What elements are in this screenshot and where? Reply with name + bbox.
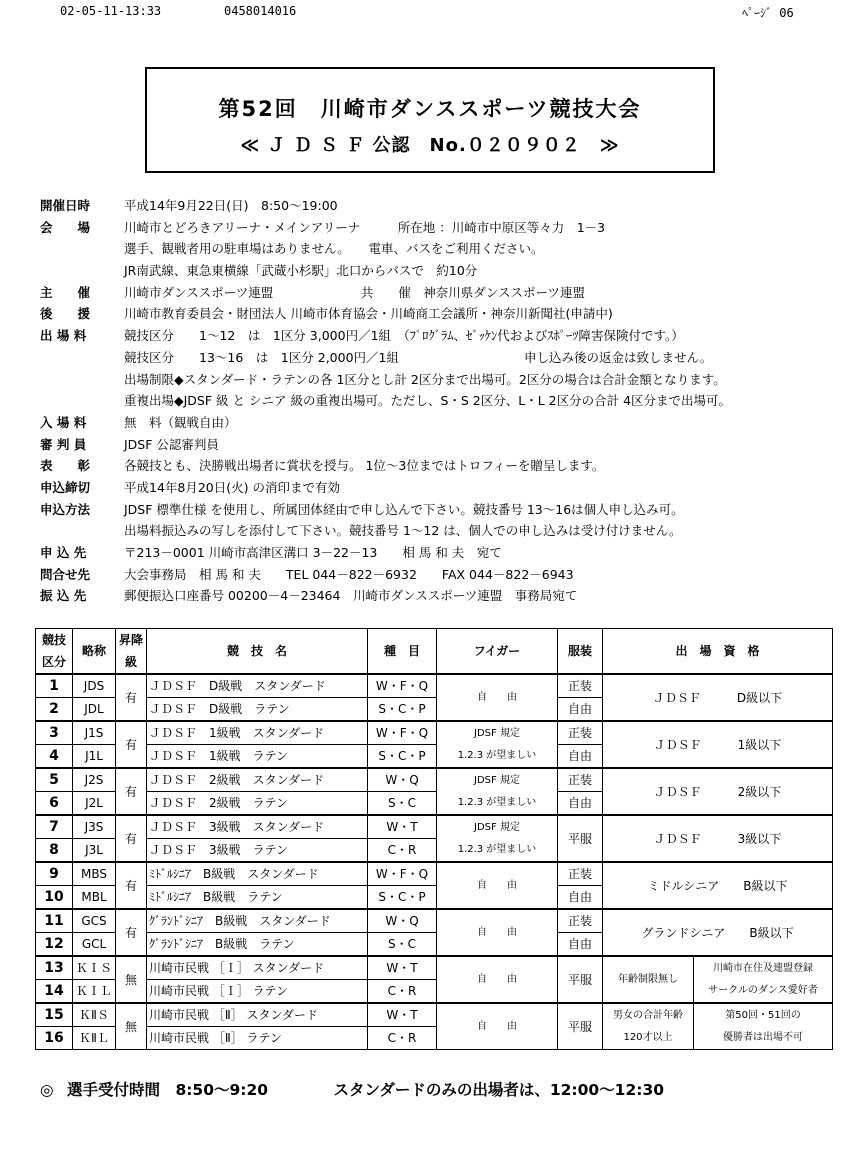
info-label: 主 催: [40, 284, 91, 300]
event-abbr: J2S: [73, 768, 116, 792]
event-name: ＪＤＳＦ 1級戦 ラテン: [147, 745, 368, 769]
table-row: [36, 768, 833, 792]
info-value: 無 料（観戦自由）: [124, 414, 237, 430]
dance-events: C・R: [368, 839, 437, 863]
event-number: 13: [36, 956, 73, 980]
qualification: ＪＤＳＦ D級以下: [603, 674, 833, 721]
info-row: [40, 390, 840, 412]
info-row: [40, 347, 840, 369]
col-header: 略称: [73, 629, 116, 675]
event-name: ＪＤＳＦ 3級戦 スタンダード: [147, 815, 368, 839]
table-row: [36, 909, 833, 933]
event-number: 3: [36, 721, 73, 745]
promotion-flag: 無: [116, 1003, 147, 1050]
info-label: 表 彰: [40, 458, 91, 474]
info-label: 開催日時: [40, 198, 91, 213]
event-name: 川崎市民戦 ［Ｉ］ スタンダード: [147, 956, 368, 980]
dance-events: S・C・P: [368, 698, 437, 722]
qualification: ＪＤＳＦ 1級以下: [603, 721, 833, 768]
info-value: JDSF 公認審判員: [124, 436, 219, 452]
dance-events: S・C: [368, 933, 437, 957]
event-number: 9: [36, 862, 73, 886]
dance-events: S・C・P: [368, 886, 437, 910]
dance-events: W・Q: [368, 909, 437, 933]
footer: [40, 1078, 664, 1100]
info-value: 選手、観戦者用の駐車場はありません。 電車、バスをご利用ください。: [124, 241, 544, 257]
event-abbr: MBL: [73, 886, 116, 910]
attire: 正装: [558, 768, 603, 792]
qualification: ミドルシニア B級以下: [603, 862, 833, 909]
figure-rule: JDSF 規定 1.2.3 が望ましい: [437, 721, 558, 768]
event-abbr: ＫⅡＳ: [73, 1003, 116, 1027]
info-label: 問合せ先: [40, 566, 91, 582]
figure-rule: JDSF 規定 1.2.3 が望ましい: [437, 768, 558, 815]
qualification-note: 第50回・51回の 優勝者は出場不可: [694, 1003, 833, 1050]
info-value: 〒213－0001 川崎市高津区溝口 3－22－13 相 馬 和 夫 宛て: [124, 545, 502, 560]
dance-events: W・T: [368, 1003, 437, 1027]
info-value: JR南武線、東急東横線「武蔵小杉駅」北口からバスで 約10分: [124, 263, 478, 279]
reception-time: 選手受付時間 8:50～9:20: [66, 1081, 269, 1099]
page-title: 第52回 川崎市ダンススポーツ競技大会: [218, 97, 642, 121]
table-row: [36, 721, 833, 745]
col-header: 競技区分: [36, 629, 73, 675]
info-value: 競技区分 1～12 は 1区分 3,000円／1組 （ﾌﾟﾛｸﾞﾗﾑ、ｾﾞｯｹﾝ代およびｽﾎﾟｰﾂ障害保険付です。）: [124, 328, 684, 344]
event-abbr: GCL: [73, 933, 116, 957]
figure-rule: JDSF 規定 1.2.3 が望ましい: [437, 815, 558, 862]
fax-number: 0458014016: [224, 4, 297, 18]
event-number: 4: [36, 745, 73, 769]
table-row: [36, 956, 833, 980]
event-number: 2: [36, 698, 73, 722]
table-row: [36, 674, 833, 698]
dance-events: C・R: [368, 980, 437, 1004]
title-box: [145, 67, 715, 173]
info-row: [40, 477, 840, 499]
event-abbr: ＫⅡＬ: [73, 1027, 116, 1050]
table-row: [36, 862, 833, 886]
attire: 自由: [558, 745, 603, 769]
qualification: ＪＤＳＦ 3級以下: [603, 815, 833, 862]
promotion-flag: 有: [116, 768, 147, 815]
event-name: ＪＤＳＦ 1級戦 スタンダード: [147, 721, 368, 745]
info-row: [40, 585, 840, 607]
event-abbr: GCS: [73, 909, 116, 933]
event-name: ＪＤＳＦ 3級戦 ラテン: [147, 839, 368, 863]
info-value: 各競技とも、決勝戦出場者に賞状を授与。 1位～3位まではトロフィーを贈呈します。: [124, 458, 605, 474]
qualification-age: 男女の合計年齢 120才以上: [603, 1003, 694, 1050]
info-row: [40, 217, 840, 239]
event-number: 1: [36, 674, 73, 698]
event-abbr: J1S: [73, 721, 116, 745]
page-subtitle: ≪ Ｊ Ｄ Ｓ Ｆ 公認 No.０２０９０２ ≫: [240, 135, 620, 156]
standard-only-note: スタンダードのみの出場者は、12:00～12:30: [333, 1081, 665, 1099]
event-name: 川崎市民戦 ［Ⅱ］ ラテン: [147, 1027, 368, 1050]
attire: 正装: [558, 862, 603, 886]
dance-events: W・T: [368, 815, 437, 839]
event-name: 川崎市民戦 ［Ｉ］ ラテン: [147, 980, 368, 1004]
info-label: 振 込 先: [40, 588, 87, 604]
info-label: 申込方法: [40, 501, 91, 517]
info-value: 出場料振込みの写しを添付して下さい。競技番号 1～12 は、個人での申し込みは受け付けません。: [124, 523, 682, 539]
info-label: 申込締切: [40, 479, 91, 495]
attire: 自由: [558, 698, 603, 722]
info-value: 川崎市とどろきアリーナ・メインアリーナ 所在地 ：川崎市中原区等々力 1－3: [124, 219, 606, 235]
promotion-flag: 有: [116, 909, 147, 956]
info-section: [40, 195, 840, 607]
fax-datetime: 02-05-11-13:33: [60, 4, 162, 18]
attire: 正装: [558, 909, 603, 933]
event-number: 12: [36, 933, 73, 957]
event-abbr: J3S: [73, 815, 116, 839]
info-row: [40, 195, 840, 217]
event-number: 8: [36, 839, 73, 863]
event-number: 16: [36, 1027, 73, 1050]
attire: 平服: [558, 1003, 603, 1050]
info-row: [40, 369, 840, 391]
qualification: ＪＤＳＦ 2級以下: [603, 768, 833, 815]
event-number: 10: [36, 886, 73, 910]
qualification: グランドシニア B級以下: [603, 909, 833, 956]
attire: 自由: [558, 792, 603, 816]
info-label: 審 判 員: [40, 436, 87, 452]
col-header: 昇降級: [116, 629, 147, 675]
info-value: 大会事務局 相 馬 和 夫 TEL 044－822－6932 FAX 044－822－6943: [124, 566, 574, 582]
dance-events: W・T: [368, 956, 437, 980]
event-abbr: ＫＩＬ: [73, 980, 116, 1004]
event-abbr: J2L: [73, 792, 116, 816]
event-abbr: JDS: [73, 674, 116, 698]
competition-table: [35, 628, 833, 1050]
attire: 正装: [558, 674, 603, 698]
info-value: 競技区分 13～16 は 1区分 2,000円／1組 申し込み後の返金は致しません。: [124, 349, 713, 365]
event-name: ﾐﾄﾞﾙｼﾆｱ B級戦 ラテン: [147, 886, 368, 910]
col-header: 出 場 資 格: [603, 629, 833, 675]
figure-rule: 自 由: [437, 1003, 558, 1050]
event-name: ＪＤＳＦ 2級戦 ラテン: [147, 792, 368, 816]
promotion-flag: 有: [116, 862, 147, 909]
fax-page: ﾍﾟｰｼﾞ 06: [742, 6, 794, 20]
figure-rule: 自 由: [437, 862, 558, 909]
event-name: ﾐﾄﾞﾙｼﾆｱ B級戦 スタンダード: [147, 862, 368, 886]
col-header: 服装: [558, 629, 603, 675]
dance-events: S・C: [368, 792, 437, 816]
event-name: ＪＤＳＦ 2級戦 スタンダード: [147, 768, 368, 792]
info-label: 出 場 料: [40, 328, 87, 344]
col-header: 競 技 名: [147, 629, 368, 675]
info-label: 入 場 料: [40, 414, 87, 430]
attire: 正装: [558, 721, 603, 745]
col-header: 種 目: [368, 629, 437, 675]
event-abbr: J3L: [73, 839, 116, 863]
event-abbr: JDL: [73, 698, 116, 722]
dance-events: C・R: [368, 1027, 437, 1050]
attire: 自由: [558, 886, 603, 910]
table-header-row: [36, 629, 833, 675]
info-value: 川崎市教育委員会・財団法人 川崎市体育協会・川崎商工会議所・神奈川新聞社(申請中): [124, 306, 613, 322]
event-name: ｸﾞﾗﾝﾄﾞｼﾆｱ B級戦 ラテン: [147, 933, 368, 957]
info-row: [40, 455, 840, 477]
dance-events: W・F・Q: [368, 721, 437, 745]
info-row: [40, 282, 840, 304]
event-number: 15: [36, 1003, 73, 1027]
info-value: 重複出場◆JDSF 級 と シニア 級の重複出場可。ただし、S・S 2区分、L・L 2区分の合計 4区分まで出場可。: [124, 393, 732, 409]
attire: 平服: [558, 815, 603, 862]
event-name: ＪＤＳＦ D級戦 ラテン: [147, 698, 368, 722]
qualification-note: 川崎市在住及連盟登録 サークルのダンス愛好者: [694, 956, 833, 1003]
attire: 自由: [558, 933, 603, 957]
info-value: 川崎市ダンススポーツ連盟 共 催 神奈川県ダンススポーツ連盟: [124, 284, 586, 300]
info-row: [40, 542, 840, 564]
info-value: 平成14年9月22日(日) 8:50～19:00: [124, 198, 338, 213]
promotion-flag: 有: [116, 674, 147, 721]
info-row: [40, 412, 840, 434]
event-number: 6: [36, 792, 73, 816]
event-abbr: MBS: [73, 862, 116, 886]
figure-rule: 自 由: [437, 956, 558, 1003]
dance-events: S・C・P: [368, 745, 437, 769]
info-value: JDSF 標準仕様 を使用し、所属団体経由で申し込んで下さい。競技番号 13～16は個人申し込み可。: [124, 501, 684, 517]
event-name: ＪＤＳＦ D級戦 スタンダード: [147, 674, 368, 698]
info-row: [40, 564, 840, 586]
circle-mark-icon: ◎: [40, 1081, 54, 1099]
figure-rule: 自 由: [437, 674, 558, 721]
event-number: 11: [36, 909, 73, 933]
dance-events: W・F・Q: [368, 862, 437, 886]
event-name: ｸﾞﾗﾝﾄﾞｼﾆｱ B級戦 スタンダード: [147, 909, 368, 933]
table-row: [36, 1003, 833, 1027]
promotion-flag: 有: [116, 721, 147, 768]
col-header: フイガー: [437, 629, 558, 675]
info-label: 後 援: [40, 306, 91, 322]
event-number: 14: [36, 980, 73, 1004]
promotion-flag: 有: [116, 815, 147, 862]
info-value: 平成14年8月20日(火) の消印まで有効: [124, 479, 340, 495]
event-abbr: J1L: [73, 745, 116, 769]
info-value: 郵便振込口座番号 00200－4－23464 川崎市ダンススポーツ連盟 事務局宛て: [124, 588, 578, 604]
info-value: 出場制限◆スタンダード・ラテンの各 1区分とし計 2区分まで出場可。2区分の場合は合計金額となります。: [124, 371, 726, 387]
figure-rule: 自 由: [437, 909, 558, 956]
info-row: [40, 303, 840, 325]
info-label: 申 込 先: [40, 545, 87, 560]
info-row: [40, 520, 840, 542]
info-row: [40, 325, 840, 347]
info-label: 会 場: [40, 219, 91, 235]
info-row: [40, 499, 840, 521]
qualification-age: 年齢制限無し: [603, 956, 694, 1003]
attire: 平服: [558, 956, 603, 1003]
table-row: [36, 815, 833, 839]
info-row: [40, 260, 840, 282]
info-row: [40, 238, 840, 260]
event-abbr: ＫＩＳ: [73, 956, 116, 980]
dance-events: W・F・Q: [368, 674, 437, 698]
event-number: 7: [36, 815, 73, 839]
dance-events: W・Q: [368, 768, 437, 792]
event-number: 5: [36, 768, 73, 792]
event-name: 川崎市民戦 ［Ⅱ］ スタンダード: [147, 1003, 368, 1027]
info-row: [40, 434, 840, 456]
promotion-flag: 無: [116, 956, 147, 1003]
